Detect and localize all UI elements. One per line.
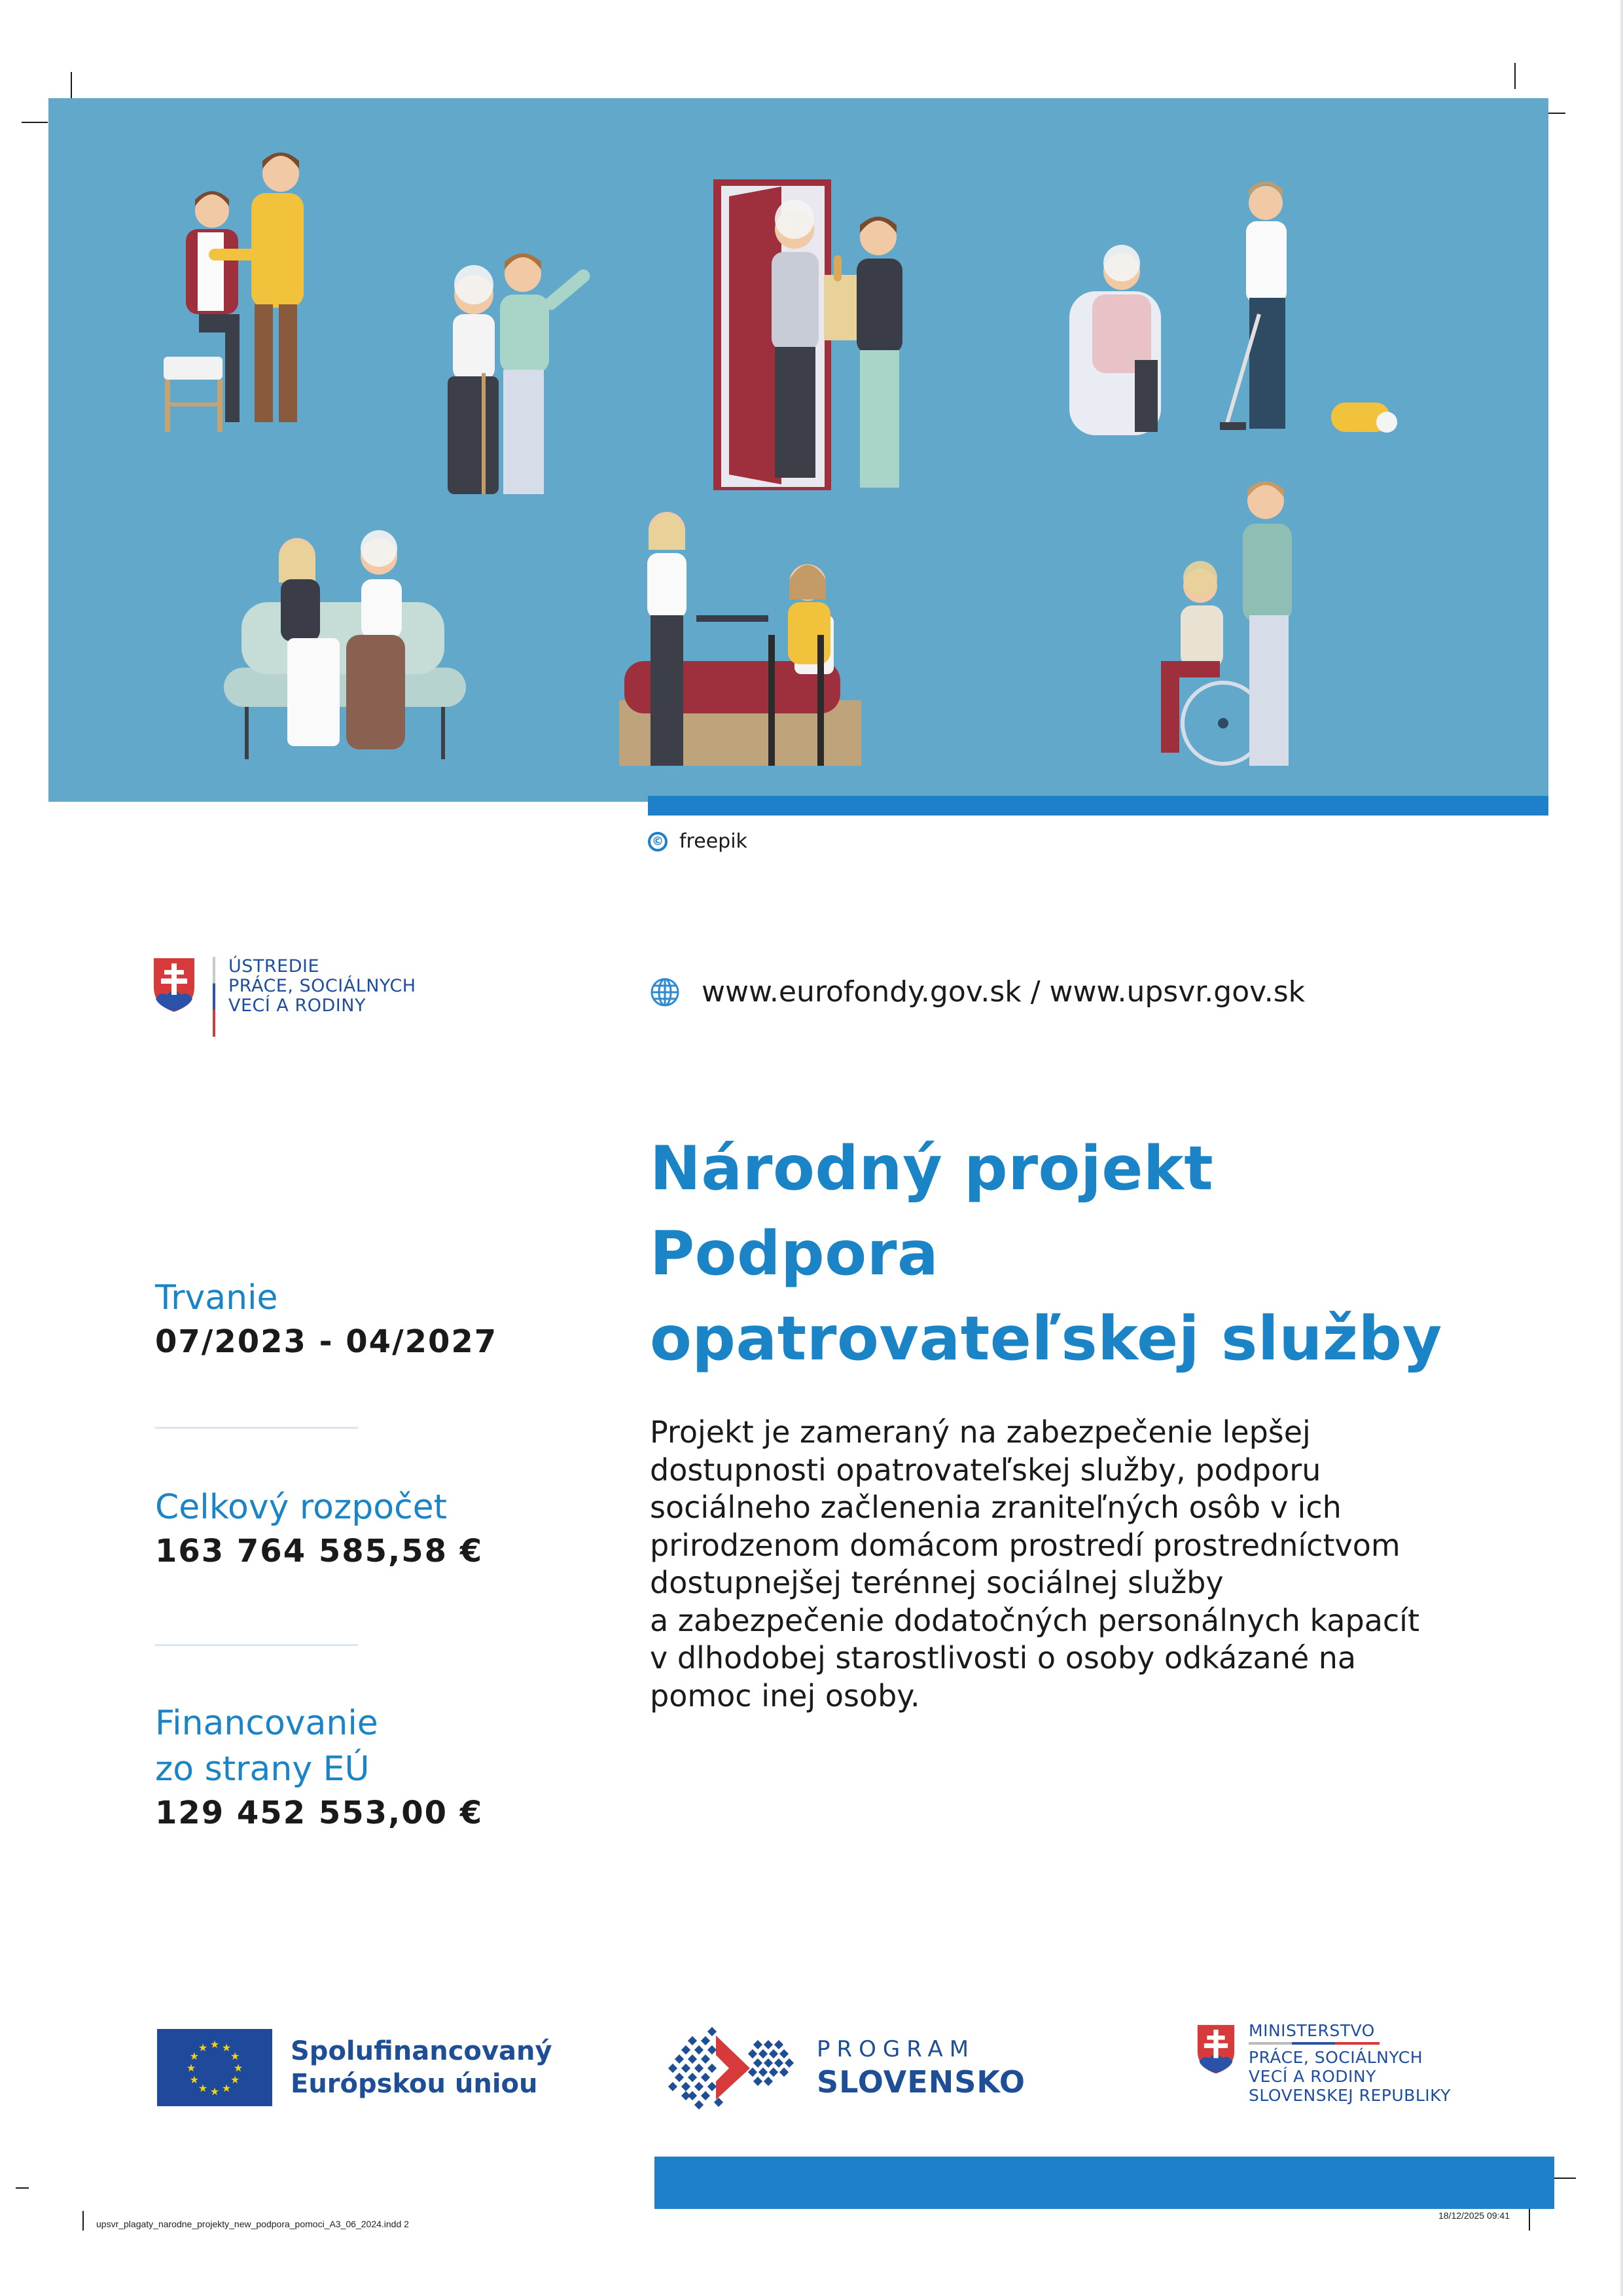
website-row [649, 975, 1305, 1009]
scene-two-women-drinking-tea-on-sofa [224, 530, 466, 759]
divider [155, 1427, 358, 1429]
ministry-line: PRÁCE, SOCIÁLNYCH [1249, 2048, 1423, 2067]
eu-star-icon: ★ [230, 2073, 240, 2086]
diamond-dot-icon [668, 2064, 677, 2073]
diamond-dot-icon [785, 2058, 794, 2068]
scene-man-pushing-wheelchair [1161, 481, 1292, 766]
scan-edge [1620, 0, 1623, 2296]
duration-value: 07/2023 - 04/2027 [155, 1323, 498, 1360]
crop-mark [71, 72, 72, 98]
illustration-banner [48, 98, 1548, 802]
crop-mark [22, 122, 48, 123]
slovak-coat-of-arms-icon [152, 957, 196, 1013]
program-label: PROGRAM [817, 2036, 976, 2062]
eu-funding-block [155, 1700, 483, 1834]
crop-mark [16, 2187, 29, 2189]
eu-flag-icon [157, 2029, 272, 2106]
description-line: pomoc inej osoby. [650, 1677, 920, 1713]
care-illustrations [48, 98, 1548, 802]
program-slovensko-mark-icon [666, 2025, 797, 2110]
org-name [228, 957, 416, 1016]
diamond-dot-icon [701, 2054, 710, 2064]
eu-text-line: Európskou úniou [291, 2069, 538, 2099]
description-line: prirodzenom domácom prostredí prostredníctvom [650, 1527, 1400, 1563]
divider [155, 1644, 358, 1646]
ministry-line: VECÍ A RODINY [1249, 2067, 1376, 2086]
diamond-dot-icon [681, 2045, 690, 2054]
eu-star-icon: ★ [198, 2082, 208, 2095]
title-line: opatrovateľskej služby [650, 1303, 1442, 1374]
diamond-dot-icon [769, 2049, 778, 2058]
diamond-dot-icon [764, 2058, 773, 2068]
diamond-dot-icon [779, 2068, 789, 2077]
copyright-icon: © [648, 832, 668, 852]
title-line: Národný projekt [650, 1133, 1214, 1204]
diamond-dot-icon [675, 2054, 684, 2064]
diamond-dot-icon [707, 2027, 717, 2036]
program-slovensko-text [817, 2035, 1026, 2100]
diamond-dot-icon [707, 2064, 717, 2073]
description-line: dostupnejšej terénnej sociálnej služby [650, 1565, 1224, 1600]
diamond-dot-icon [758, 2049, 768, 2058]
diamond-dot-icon [707, 2082, 717, 2091]
eu-funding-value: 129 452 553,00 € [155, 1795, 484, 1831]
eu-star-icon: ★ [233, 2062, 243, 2074]
diamond-dot-icon [688, 2054, 697, 2064]
website-links[interactable]: www.eurofondy.gov.sk / www.upsvr.gov.sk [702, 975, 1306, 1009]
eu-cofunded-logo [157, 2029, 552, 2106]
eu-star-icon: ★ [189, 2050, 199, 2062]
description-line: Projekt je zameraný na zabezpečenie lepšej [650, 1414, 1311, 1450]
diamond-dot-icon [779, 2049, 789, 2058]
description-line: sociálneho začlenenia zraniteľných osôb v ich [650, 1490, 1342, 1525]
scene-grocery-delivery-at-door [713, 179, 902, 490]
org-name-line: ÚSTREDIE [228, 956, 320, 977]
diamond-dot-icon [681, 2082, 690, 2091]
print-file-name: upsvr_plagaty_narodne_projekty_new_podpora_pomoci_A3_06_2024.indd 2 [96, 2219, 409, 2229]
diamond-dot-icon [764, 2077, 773, 2086]
eu-cofunded-text [291, 2035, 552, 2100]
eu-star-icon: ★ [230, 2050, 240, 2062]
diamond-dot-icon [688, 2073, 697, 2082]
ministry-first-line: MINISTERSTVO [1249, 2021, 1375, 2040]
diamond-dot-icon [769, 2068, 778, 2077]
duration-block [155, 1275, 497, 1363]
budget-value: 163 764 585,58 € [155, 1533, 484, 1570]
duration-label: Trvanie [155, 1278, 278, 1318]
slovak-coat-of-arms-icon [1196, 2024, 1236, 2075]
eu-funding-label: zo strany EÚ [155, 1749, 370, 1789]
diamond-dot-icon [707, 2045, 717, 2054]
budget-label: Celkový rozpočet [155, 1488, 448, 1527]
description-line: v dlhodobej starostlivosti o osoby odkázané na [650, 1640, 1357, 1676]
scene-caregiver-helping-seated-man [164, 152, 304, 432]
program-slovensko-logo [666, 2025, 1026, 2110]
diamond-dot-icon [701, 2091, 710, 2100]
project-description [650, 1414, 1501, 1715]
diamond-dot-icon [764, 2040, 773, 2049]
crop-mark [82, 2211, 84, 2231]
ministry-logo [1196, 2021, 1451, 2105]
image-credit [648, 830, 747, 853]
tricolor-divider [213, 957, 215, 1037]
diamond-dot-icon [675, 2073, 684, 2082]
diamond-dot-icon [753, 2040, 762, 2049]
upsvr-logo [152, 957, 416, 1037]
eu-star-icon: ★ [209, 2085, 220, 2098]
diamond-dot-icon [748, 2068, 757, 2077]
crop-mark [1514, 63, 1516, 89]
eu-text-line: Spolufinancovaný [291, 2036, 552, 2066]
org-name-line: PRÁCE, SOCIÁLNYCH [228, 976, 416, 996]
diamond-dot-icon [681, 2091, 690, 2100]
diamond-dot-icon [753, 2058, 762, 2068]
diamond-dot-icon [774, 2058, 783, 2068]
crop-mark [1551, 2178, 1576, 2179]
diamond-dot-icon [753, 2077, 762, 2086]
eu-star-icon: ★ [186, 2062, 196, 2074]
budget-block [155, 1484, 483, 1572]
eu-star-icon: ★ [209, 2038, 220, 2051]
scene-elderly-woman-walking-with-helper [448, 253, 593, 494]
ministry-line: SLOVENSKEJ REPUBLIKY [1249, 2086, 1451, 2105]
ministry-name [1249, 2021, 1451, 2105]
credit-text: freepik [679, 830, 747, 853]
diamond-dot-icon [694, 2064, 704, 2073]
diamond-dot-icon [681, 2064, 690, 2073]
org-name-line: VECÍ A RODINY [228, 996, 366, 1016]
eu-star-icon: ★ [198, 2041, 208, 2054]
eu-star-icon: ★ [189, 2073, 199, 2086]
globe-icon [649, 977, 681, 1008]
print-timestamp: 18/12/2025 09:41 [1438, 2210, 1510, 2221]
description-line: a zabezpečenie dodatočných personálnych kapacít [650, 1602, 1419, 1638]
diamond-dot-icon [774, 2040, 783, 2049]
tricolor-underline [1249, 2042, 1380, 2045]
slovensko-label: SLOVENSKO [817, 2064, 1026, 2100]
diamond-dot-icon [714, 2098, 723, 2107]
diamond-dot-icon [668, 2082, 677, 2091]
diamond-dot-icon [688, 2036, 697, 2045]
diamond-dot-icon [701, 2073, 710, 2082]
diamond-dot-icon [701, 2036, 710, 2045]
footer-stripe [654, 2157, 1554, 2209]
title-line: Podpora [650, 1218, 939, 1289]
accent-stripe [648, 796, 1548, 816]
description-line: dostupnosti opatrovateľskej služby, podporu [650, 1452, 1321, 1488]
eu-star-icon: ★ [221, 2082, 232, 2095]
diamond-dot-icon [694, 2045, 704, 2054]
diamond-dot-icon [748, 2049, 757, 2058]
eu-funding-label: Financovanie [155, 1704, 378, 1743]
project-title [650, 1126, 1442, 1381]
scene-caregiver-vacuuming-for-elderly-woman [1069, 181, 1397, 435]
scene-caregiver-serving-meal-in-bed [619, 512, 861, 766]
diamond-dot-icon [694, 2100, 704, 2109]
eu-star-icon: ★ [221, 2041, 232, 2054]
diamond-dot-icon [694, 2082, 704, 2091]
diamond-dot-icon [758, 2068, 768, 2077]
